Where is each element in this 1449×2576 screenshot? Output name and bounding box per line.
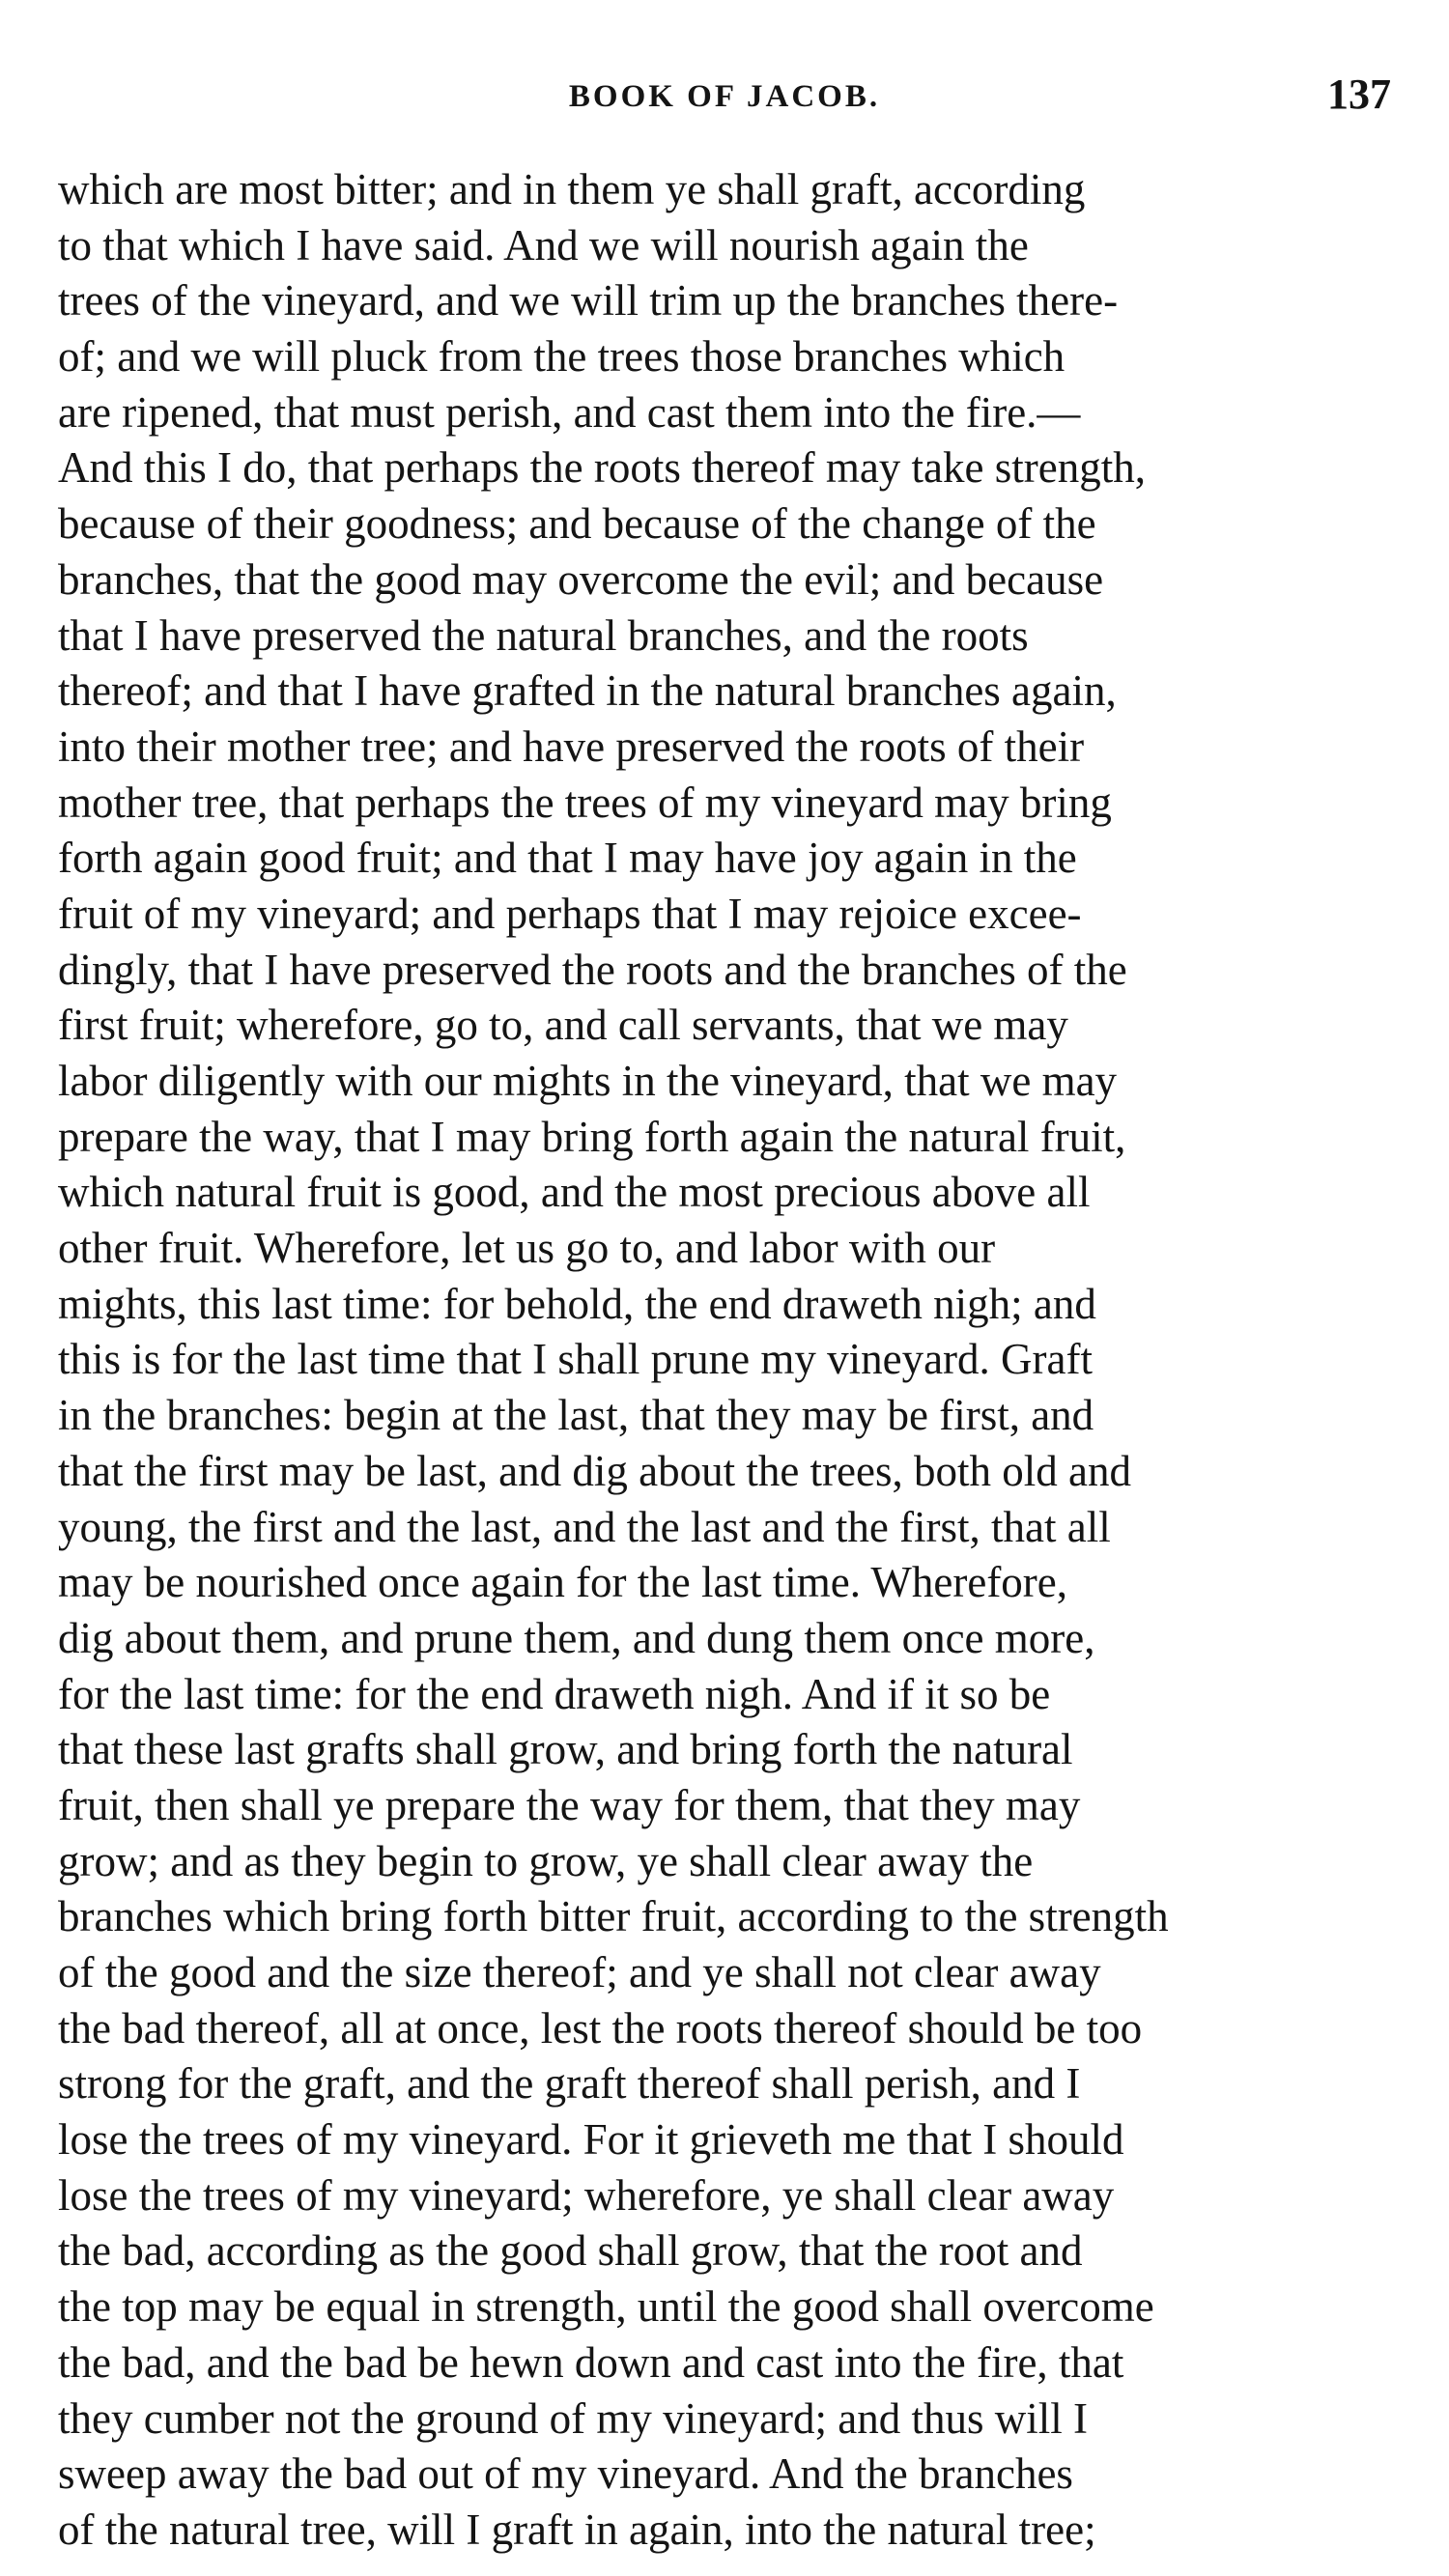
text-line: branches, that the good may overcome the evil; and because bbox=[58, 554, 1104, 604]
text-line: branches which bring forth bitter fruit, according to the strength bbox=[58, 1892, 1169, 1941]
text-line: dingly, that I have preserved the roots and the branches of the bbox=[58, 945, 1127, 994]
text-line: are ripened, that must perish, and cast them into the fire.— bbox=[58, 387, 1081, 437]
text-line: mother tree, that perhaps the trees of my vineyard may bring bbox=[58, 778, 1112, 827]
text-line: in the branches: begin at the last, that they may be first, and bbox=[58, 1391, 1094, 1440]
text-line: that these last grafts shall grow, and bring forth the natural bbox=[58, 1725, 1073, 1774]
text-line: of the good and the size thereof; and ye shall not clear away bbox=[58, 1948, 1101, 1996]
text-line: into their mother tree; and have preserved the roots of their bbox=[58, 722, 1085, 771]
text-line: the bad, according as the good shall grow, that the root and bbox=[58, 2226, 1083, 2276]
running-head-title: BOOK OF JACOB. bbox=[568, 79, 881, 114]
text-line: grow; and as they begin to grow, ye shall clear away the bbox=[58, 1836, 1034, 1885]
text-line: thereof; and that I have grafted in the natural branches again, bbox=[58, 666, 1117, 716]
text-line: first fruit; wherefore, go to, and call servants, that we may bbox=[58, 1001, 1068, 1050]
text-line: sweep away the bad out of my vineyard. And the branches bbox=[58, 2449, 1073, 2499]
text-line: the bad thereof, all at once, lest the roots thereof should be too bbox=[58, 2003, 1143, 2052]
text-line: dig about them, and prune them, and dung them once more, bbox=[58, 1613, 1095, 1662]
text-line: forth again good fruit; and that I may have joy again in the bbox=[58, 834, 1077, 883]
text-line: strong for the graft, and the graft thereof shall perish, and I bbox=[58, 2059, 1081, 2109]
text-line: trees of the vineyard, and we will trim up the branches there- bbox=[58, 276, 1119, 326]
text-line: to that which I have said. And we will nourish again the bbox=[58, 220, 1029, 269]
body-text bbox=[58, 162, 1391, 2559]
text-line: lose the trees of my vineyard; wherefore, ye shall clear away bbox=[58, 2170, 1115, 2220]
text-line: of; and we will pluck from the trees those branches which bbox=[58, 332, 1065, 382]
text-line: the top may be equal in strength, until the good shall overcome bbox=[58, 2282, 1154, 2332]
text-line: which natural fruit is good, and the most precious above all bbox=[58, 1168, 1091, 1217]
text-line: fruit, then shall ye prepare the way for them, that they may bbox=[58, 1780, 1081, 1829]
text-line: of the natural tree, will I graft in again, into the natural tree; bbox=[58, 2505, 1096, 2554]
text-line: fruit of my vineyard; and perhaps that I may rejoice excee- bbox=[58, 889, 1082, 938]
text-line: mights, this last time: for behold, the end draweth nigh; and bbox=[58, 1279, 1096, 1328]
text-line: lose the trees of my vineyard. For it grieveth me that I should bbox=[58, 2115, 1124, 2165]
text-line: which are most bitter; and in them ye shall graft, according bbox=[58, 165, 1086, 213]
text-line: And this I do, that perhaps the roots thereof may take strength, bbox=[58, 443, 1146, 493]
text-line: they cumber not the ground of my vineyard; and thus will I bbox=[58, 2393, 1089, 2443]
text-line: labor diligently with our mights in the vineyard, that we may bbox=[58, 1057, 1118, 1105]
text-line: the bad, and the bad be hewn down and cast into the fire, that bbox=[58, 2337, 1124, 2387]
text-line: may be nourished once again for the last time. Wherefore, bbox=[58, 1558, 1068, 1607]
text-line: because of their goodness; and because of the change of the bbox=[58, 499, 1096, 549]
text-line: that I have preserved the natural branches, and the roots bbox=[58, 610, 1029, 660]
text-line: other fruit. Wherefore, let us go to, and labor with our bbox=[58, 1224, 996, 1273]
text-line: that the first may be last, and dig about the trees, both old and bbox=[58, 1446, 1131, 1495]
text-line: prepare the way, that I may bring forth again the natural fruit, bbox=[58, 1112, 1126, 1161]
text-line: young, the first and the last, and the last and the first, that all bbox=[58, 1502, 1111, 1551]
text-line: this is for the last time that I shall prune my vineyard. Graft bbox=[58, 1335, 1093, 1384]
page-number: 137 bbox=[1327, 71, 1391, 118]
running-head bbox=[58, 70, 1391, 127]
text-line: for the last time: for the end draweth nigh. And if it so be bbox=[58, 1669, 1051, 1718]
